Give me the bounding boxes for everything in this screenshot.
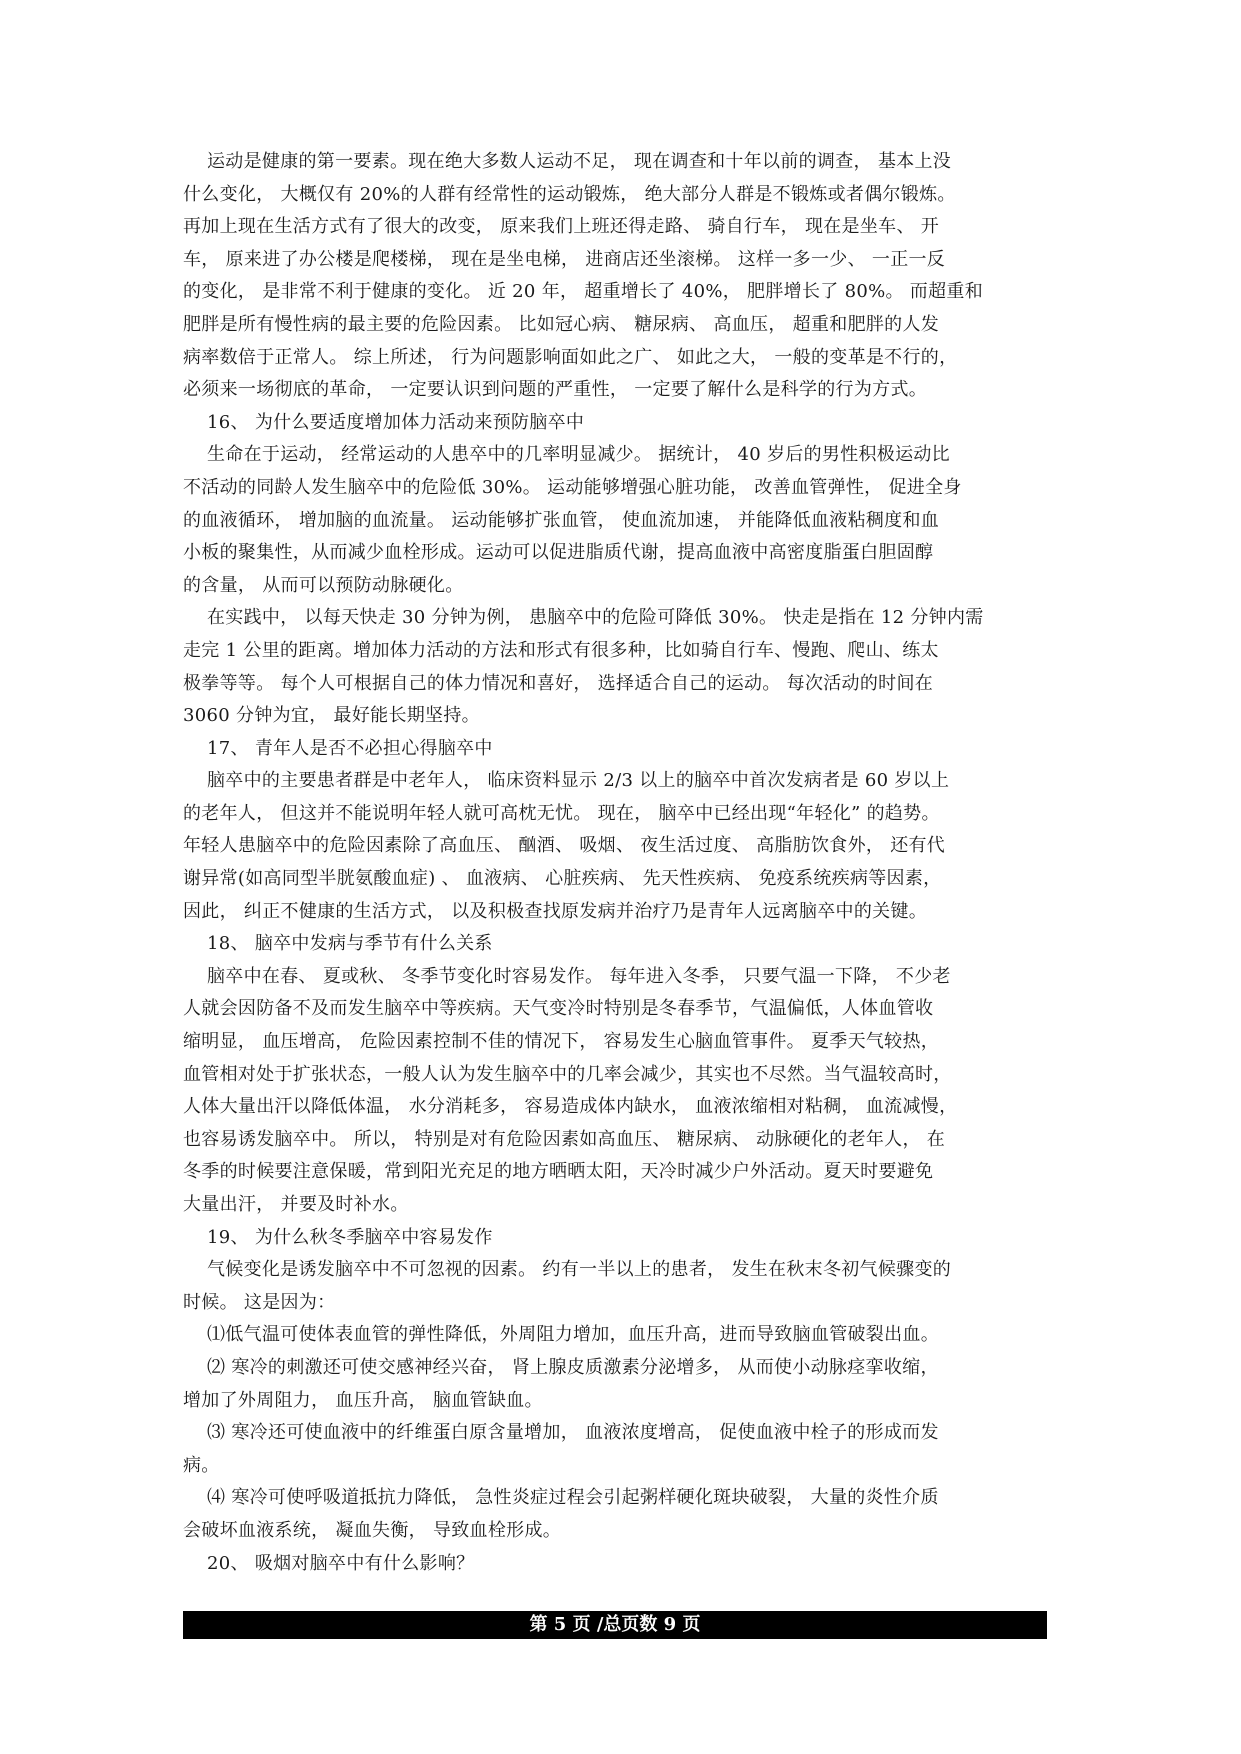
text-line: 车， 原来进了办公楼是爬楼梯， 现在是坐电梯， 进商店还坐滚梯。 这样一多一少、 一正一反: [183, 248, 946, 270]
text-line: 16、 为什么要适度增加体力活动来预防脑卒中: [207, 411, 585, 433]
text-line: 增加了外周阻力， 血压升高， 脑血管缺血。: [183, 1389, 543, 1411]
text-line: 脑卒中在春、 夏或秋、 冬季节变化时容易发作。 每年进入冬季， 只要气温一下降， 不少老: [207, 965, 951, 987]
text-line: 19、 为什么秋冬季脑卒中容易发作: [207, 1226, 493, 1248]
text-line: 17、 青年人是否不必担心得脑卒中: [207, 737, 493, 759]
text-line: 时候。 这是因为：: [183, 1291, 336, 1313]
text-line: 生命在于运动， 经常运动的人患卒中的几率明显减少。 据统计， 40 岁后的男性积极运动比: [207, 444, 950, 466]
text-line: 的老年人， 但这并不能说明年轻人就可高枕无忧。 现在， 脑卒中已经出现“年轻化” 的趋势。: [183, 802, 940, 824]
text-line: ⑴低气温可使体表血管的弹性降低，外周阻力增加，血压升高，进而导致脑血管破裂出血。: [207, 1324, 939, 1346]
text-line: 的变化， 是非常不利于健康的变化。 近 20 年， 超重增长了 40%， 肥胖增长了 80%。 而超重和: [183, 281, 984, 303]
text-line: 人就会因防备不及而发生脑卒中等疾病。天气变冷时特别是冬春季节，气温偏低，人体血管收: [183, 998, 934, 1020]
text-line: 缩明显， 血压增高， 危险因素控制不佳的情况下， 容易发生心脑血管事件。 夏季天气较热，: [183, 1031, 940, 1053]
text-line: ⑷ 寒冷可使呼吸道抵抗力降低， 急性炎症过程会引起粥样硬化斑块破裂， 大量的炎性介质: [207, 1487, 939, 1509]
text-line: 20、 吸烟对脑卒中有什么影响？: [207, 1552, 475, 1574]
text-line: 必须来一场彻底的革命， 一定要认识到问题的严重性， 一定要了解什么是科学的行为方式。: [183, 379, 928, 401]
text-line: 走完 1 公里的距离。增加体力活动的方法和形式有很多种，比如骑自行车、慢跑、爬山、练太: [183, 639, 939, 661]
text-line: 冬季的时候要注意保暖，常到阳光充足的地方晒晒太阳，天冷时减少户外活动。夏天时要避免: [183, 1161, 934, 1183]
text-line: 病率数倍于正常人。 综上所述， 行为问题影响面如此之广、 如此之大， 一般的变革是不行的，: [183, 346, 958, 368]
text-line: 病。: [183, 1454, 220, 1476]
text-line: 人体大量出汗以降低体温， 水分消耗多， 容易造成体内缺水， 血液浓缩相对粘稠， 血流减慢，: [183, 1096, 958, 1118]
page-footer: 第 5 页 /总页数 9 页: [183, 1611, 1047, 1639]
text-line: 再加上现在生活方式有了很大的改变， 原来我们上班还得走路、 骑自行车， 现在是坐车、 开: [183, 216, 940, 238]
text-line: ⑶ 寒冷还可使血液中的纤维蛋白原含量增加， 血液浓度增高， 促使血液中栓子的形成而发: [207, 1422, 939, 1444]
text-line: 小板的聚集性，从而减少血栓形成。运动可以促进脂质代谢，提高血液中高密度脂蛋白胆固醇: [183, 542, 934, 564]
text-line: 的含量， 从而可以预防动脉硬化。: [183, 574, 464, 596]
text-line: 肥胖是所有慢性病的最主要的危险因素。 比如冠心病、 糖尿病、 高血压， 超重和肥胖的人发: [183, 313, 940, 335]
text-line: 极拳等等。 每个人可根据自己的体力情况和喜好， 选择适合自己的运动。 每次活动的时间在: [183, 672, 934, 694]
text-line: 脑卒中的主要患者群是中老年人， 临床资料显示 2/3 以上的脑卒中首次发病者是 60 岁以上: [207, 770, 950, 792]
text-line: 什么变化， 大概仅有 20%的人群有经常性的运动锻炼， 绝大部分人群是不锻炼或者偶尔锻炼。: [183, 183, 956, 205]
text-line: 不活动的同龄人发生脑卒中的危险低 30%。 运动能够增强心脏功能， 改善血管弹性， 促进全身: [183, 476, 962, 498]
text-line: ⑵ 寒冷的刺激还可使交感神经兴奋， 肾上腺皮质激素分泌增多， 从而使小动脉痉挛收缩，: [207, 1356, 939, 1378]
text-line: 因此， 纠正不健康的生活方式， 以及积极查找原发病并治疗乃是青年人远离脑卒中的关键。: [183, 900, 928, 922]
text-line: 谢异常(如高同型半胱氨酸血症) 、 血液病、 心脏疾病、 先天性疾病、 免疫系统疾病等因素，: [183, 868, 942, 890]
text-line: 会破坏血液系统， 凝血失衡， 导致血栓形成。: [183, 1519, 562, 1541]
text-line: 18、 脑卒中发病与季节有什么关系: [207, 933, 493, 955]
text-line: 气候变化是诱发脑卒中不可忽视的因素。 约有一半以上的患者， 发生在秋末冬初气候骤变的: [207, 1259, 952, 1281]
text-line: 的血液循环， 增加脑的血流量。 运动能够扩张血管， 使血流加速， 并能降低血液粘稠度和血: [183, 509, 940, 531]
text-line: 在实践中， 以每天快走 30 分钟为例， 患脑卒中的危险可降低 30%。 快走是指在 12 分钟内需: [207, 607, 984, 629]
text-line: 也容易诱发脑卒中。 所以， 特别是对有危险因素如高血压、 糖尿病、 动脉硬化的老年人， 在: [183, 1128, 946, 1150]
text-line: 年轻人患脑卒中的危险因素除了高血压、 酗酒、 吸烟、 夜生活过度、 高脂肪饮食外， 还有代: [183, 835, 946, 857]
text-line: 大量出汗， 并要及时补水。: [183, 1194, 409, 1215]
body-text: [183, 146, 1053, 1580]
text-line: 运动是健康的第一要素。现在绝大多数人运动不足， 现在调查和十年以前的调查， 基本上没: [207, 151, 952, 172]
text-line: 血管相对处于扩张状态，一般人认为发生脑卒中的几率会减少，其实也不尽然。当气温较高时，: [183, 1063, 952, 1085]
text-line: 3060 分钟为宜， 最好能长期坚持。: [183, 705, 480, 727]
